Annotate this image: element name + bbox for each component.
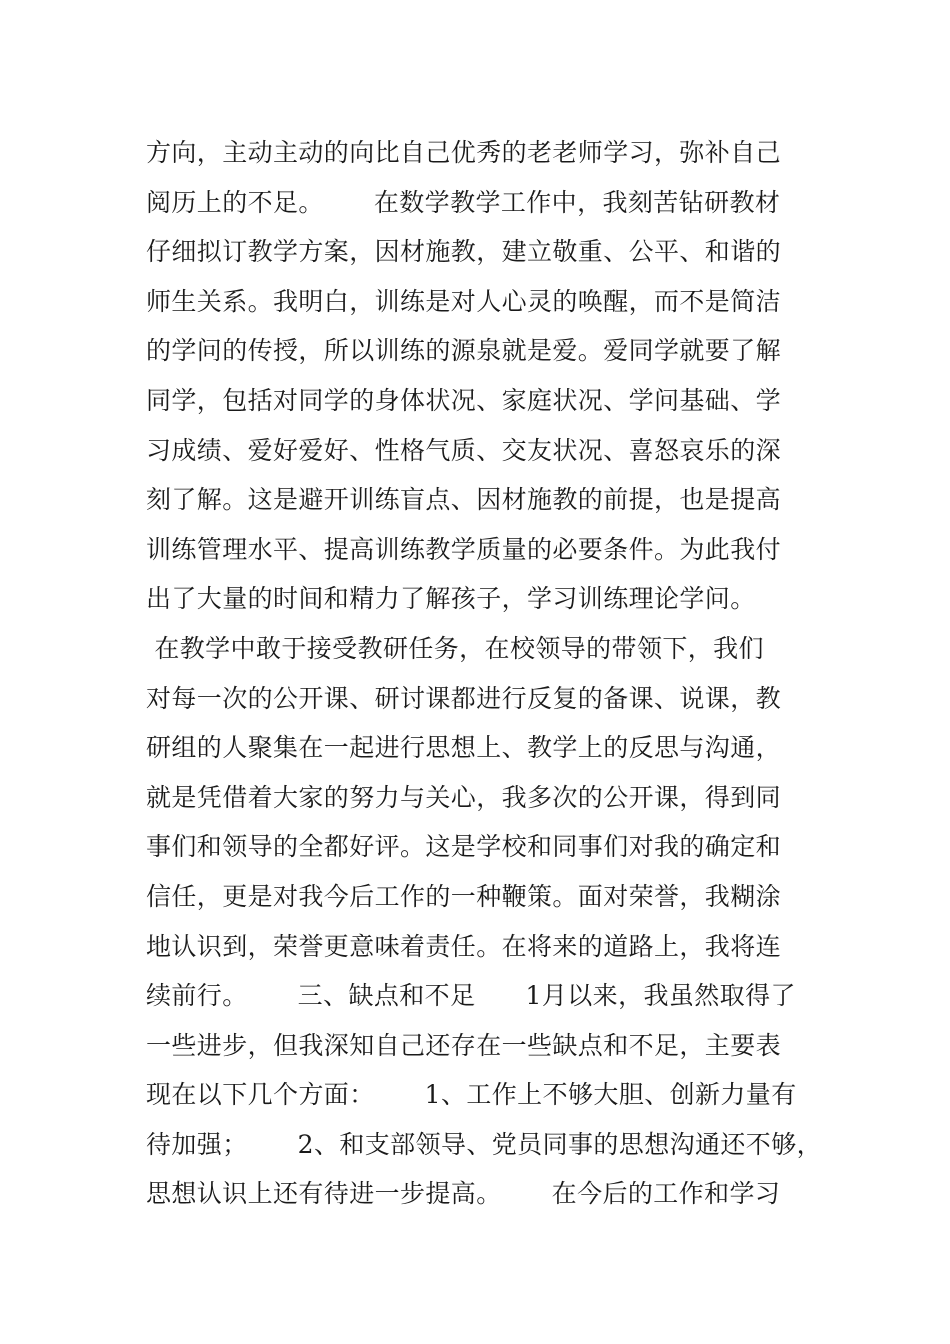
text-line: 就是凭借着大家的努力与关心，我多次的公开课，得到同 (146, 782, 782, 812)
text-line: 对每一次的公开课、研讨课都进行反复的备课、说课，教 (146, 683, 782, 713)
text-line: 思想认识上还有待进一步提高。 在今后的工作和学习 (146, 1179, 781, 1209)
text-line: 师生关系。我明白，训练是对人心灵的唤醒，而不是简洁 (146, 286, 782, 316)
text-line: 训练管理水平、提高训练教学质量的必要条件。为此我付 (146, 534, 782, 564)
text-line: 习成绩、爱好爱好、性格气质、交友状况、喜怒哀乐的深 (146, 435, 782, 465)
text-line: 现在以下几个方面： 1、工作上不够大胆、创新力量有 (146, 1080, 797, 1110)
text-line: 信任，更是对我今后工作的一种鞭策。面对荣誉，我糊涂 (146, 881, 782, 911)
text-line: 研组的人聚集在一起进行思想上、教学上的反思与沟通， (146, 733, 782, 763)
text-line: 续前行。 三、缺点和不足 1月以来，我虽然取得了 (146, 981, 796, 1011)
text-line: 仔细拟订教学方案，因材施教，建立敬重、公平、和谐的 (146, 237, 782, 267)
text-line: 一些进步，但我深知自己还存在一些缺点和不足，主要表 (146, 1030, 782, 1060)
text-line: 事们和领导的全都好评。这是学校和同事们对我的确定和 (146, 832, 782, 862)
text-line: 在教学中敢于接受教研任务，在校领导的带领下，我们 (146, 633, 764, 663)
text-line: 同学，包括对同学的身体状况、家庭状况、学问基础、学 (146, 385, 782, 415)
text-line: 出了大量的时间和精力了解孩子，学习训练理论学问。 (146, 584, 756, 614)
text-line: 刻了解。这是避开训练盲点、因材施教的前提，也是提高 (146, 485, 782, 515)
text-line: 待加强； 2、和支部领导、党员同事的思想沟通还不够， (146, 1129, 822, 1159)
text-line: 阅历上的不足。 在数学教学工作中，我刻苦钻研教材 (146, 187, 781, 217)
text-line: 的学问的传授，所以训练的源泉就是爱。爱同学就要了解 (146, 336, 782, 366)
text-line: 方向，主动主动的向比自己优秀的老老师学习，弥补自己 (146, 138, 782, 167)
body-text (146, 128, 826, 1219)
text-line: 地认识到，荣誉更意味着责任。在将来的道路上，我将连 (146, 931, 782, 961)
